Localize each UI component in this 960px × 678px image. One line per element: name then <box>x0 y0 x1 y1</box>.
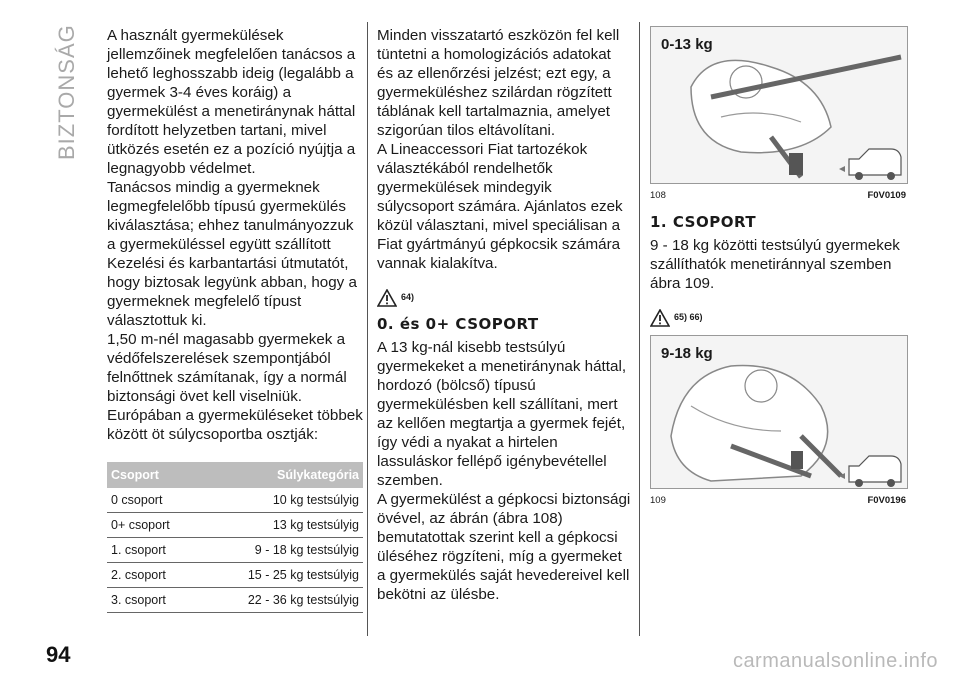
section-title: BIZTONSÁG <box>54 24 79 160</box>
table-cell-group: 1. csoport <box>107 538 199 563</box>
table-cell-weight: 13 kg testsúlyig <box>199 513 363 538</box>
figure-code: F0V0196 <box>867 495 906 506</box>
table-cell-group: 0+ csoport <box>107 513 199 538</box>
table-cell-group: 2. csoport <box>107 563 199 588</box>
paragraph: A 13 kg-nál kisebb testsúlyú gyermekeket a menetiránynak háttal, hordozó (bölcső) típusú gyermekülésben kell szállítani, mert az kellően megtartja a gyermek fejét, így védi a nyakat a hirtelen lassuláskor fellépő igénybevétellel szemben. <box>377 339 627 489</box>
figure-code: F0V0109 <box>867 190 906 201</box>
table-header-weight: Súlykategória <box>199 462 363 488</box>
figure-caption <box>650 186 906 205</box>
table-cell-group: 3. csoport <box>107 588 199 613</box>
table-row <box>107 538 363 563</box>
column-divider <box>639 22 640 636</box>
paragraph: A használt gyermekülések jellemzőinek megfelelően tanácsos a lehető leghosszabb ideig (legalább a gyermek 3-4 éves koráig) a gyermekülést a menetiránynak háttal fordított helyzetben tartani, mivel ütközés esetén ez a pozíció nyújtja a legnagyobb védelmet. <box>107 27 356 177</box>
paragraph: A Lineaccessori Fiat tartozékok választékából rendelhetők gyermekülések mindegyik súlycsoport számára. Ajánlatos ezek közül választani, mivel speciálisan a Fiat gyártmányú gépkocsik számára vannak kialakítva. <box>377 141 623 272</box>
table-cell-weight: 10 kg testsúlyig <box>199 488 363 513</box>
figure-number: 109 <box>650 495 666 506</box>
paragraph: 1,50 m-nél magasabb gyermekek a védőfelszerelések szempontjából felnőttnek számítanak, így a normál biztonsági övet kell viselniük. <box>107 331 347 405</box>
figure-weight-label: 0-13 kg <box>661 36 713 53</box>
column-3 <box>650 26 906 510</box>
table-header-row <box>107 462 363 488</box>
warning-triangle-icon <box>650 309 670 327</box>
table-row <box>107 588 363 613</box>
table-row <box>107 513 363 538</box>
table-row <box>107 488 363 513</box>
figure-caption <box>650 491 906 510</box>
table-cell-weight: 9 - 18 kg testsúlyig <box>199 538 363 563</box>
figure-number: 108 <box>650 190 666 201</box>
paragraph: A gyermekülést a gépkocsi biztonsági övével, az ábrán (ábra 108) bemutatottak szerint kell a gépkocsi üléséhez rögzíteni, míg a gyermeket a gyermekülés saját hevedereivel kell bekötni az ülésbe. <box>377 491 631 603</box>
warning-ref-text: 64) <box>401 292 415 302</box>
table-header-group: Csoport <box>107 462 199 488</box>
figure-108 <box>650 26 908 184</box>
weight-group-table <box>107 462 363 613</box>
table-cell-weight: 22 - 36 kg testsúlyig <box>199 588 363 613</box>
paragraph: Európában a gyermeküléseket többek között öt súlycsoportba osztják: <box>107 407 363 443</box>
table-row <box>107 563 363 588</box>
warning-reference <box>377 283 631 307</box>
figure-weight-label: 9-18 kg <box>661 345 713 362</box>
column-divider <box>367 22 368 636</box>
page-number: 94 <box>46 642 71 667</box>
warning-reference <box>650 303 906 327</box>
table-cell-group: 0 csoport <box>107 488 199 513</box>
paragraph: Tanácsos mindig a gyermeknek legmegfelelőbb típusú gyermekülés kiválasztása; ehhez tanulmányozzuk a gyermeküléssel együtt szállított Kezelési és karbantartási útmutatót, hogy biztosak legyünk abban, hogy a gyermeknek megfelelő típust választottuk ki. <box>107 179 357 329</box>
table-cell-weight: 15 - 25 kg testsúlyig <box>199 563 363 588</box>
section-heading: 0. és 0+ CSOPORT <box>377 315 539 333</box>
paragraph: 9 - 18 kg közötti testsúlyú gyermekek szállíthatók menetiránnyal szemben ábra 109. <box>650 237 900 292</box>
column-2 <box>377 26 631 604</box>
figure-109 <box>650 335 908 489</box>
warning-triangle-icon <box>377 289 397 307</box>
paragraph: Minden visszatartó eszközön fel kell tüntetni a homologizációs adatokat és az ellenőrzési jelzést; ezt egy, a gyermeküléshez szilárdan rögzített táblának kell tartalmaznia, amelyet szigorúan tilos eltávolítani. <box>377 27 620 139</box>
column-1 <box>107 26 363 613</box>
watermark: carmanualsonline.info <box>732 650 938 672</box>
section-heading: 1. CSOPORT <box>650 213 757 231</box>
warning-ref-text: 65) 66) <box>674 312 703 322</box>
